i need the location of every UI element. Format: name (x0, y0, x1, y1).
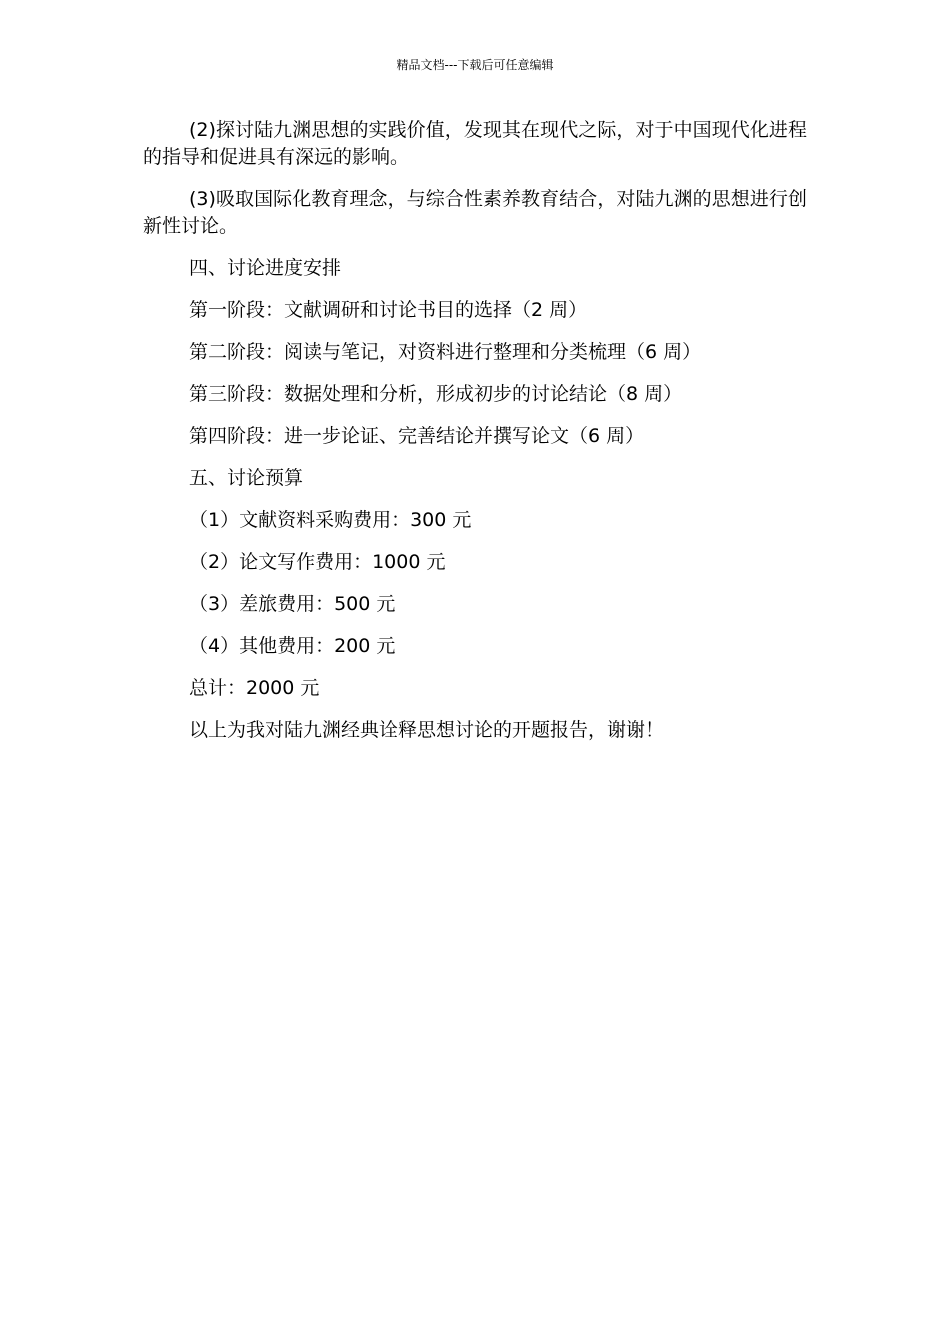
stage-item: 第四阶段：进一步论证、完善结论并撰写论文（6 周） (189, 425, 645, 447)
section-heading-budget: 五、讨论预算 (189, 467, 304, 489)
objective-paragraph-3: (3)吸取国际化教育理念，与综合性素养教育结合，对陆九渊的思想进行创新性讨论。 (143, 188, 807, 237)
budget-item: （2）论文写作费用：1000 元 (189, 551, 446, 573)
document-body (143, 117, 807, 759)
stage-item: 第二阶段：阅读与笔记，对资料进行整理和分类梳理（6 周） (189, 341, 702, 363)
budget-item: （4）其他费用：200 元 (189, 635, 396, 657)
budget-total: 总计：2000 元 (189, 677, 320, 699)
stage-item: 第一阶段：文献调研和讨论书目的选择（2 周） (189, 299, 588, 321)
budget-item: （3）差旅费用：500 元 (189, 593, 396, 615)
budget-item: （1）文献资料采购费用：300 元 (189, 509, 472, 531)
page-header: 精品文档---下载后可任意编辑 (396, 58, 554, 72)
section-heading-schedule: 四、讨论进度安排 (189, 257, 342, 279)
stage-item: 第三阶段：数据处理和分析，形成初步的讨论结论（8 周） (189, 383, 683, 405)
closing-line: 以上为我对陆九渊经典诠释思想讨论的开题报告，谢谢！ (189, 719, 665, 741)
objective-paragraph-2: (2)探讨陆九渊思想的实践价值，发现其在现代之际，对于中国现代化进程的指导和促进具有深远的影响。 (143, 119, 807, 168)
